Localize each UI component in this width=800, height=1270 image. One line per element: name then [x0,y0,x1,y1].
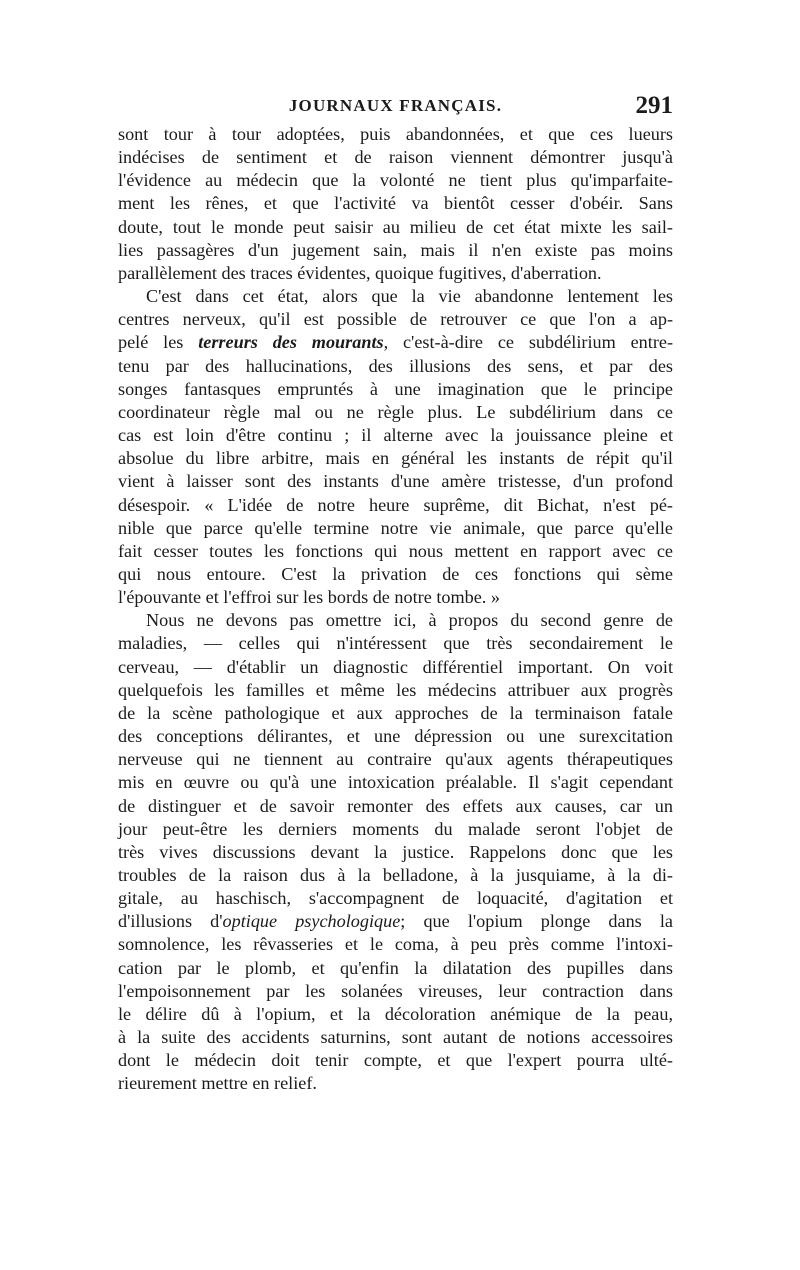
text-segment: l'évidence au médecin que la volonté ne tient plus qu'imparfaite- [118,170,673,191]
text-segment: tenu par des hallucinations, des illusions des sens, et par des [118,355,673,376]
text-segment: somnolence, les rêvasseries et le coma, à peu près comme l'intoxi- [118,934,673,955]
text-line [118,725,673,748]
text-segment: très vives discussions devant la justice. Rappelons donc que les [118,841,673,862]
body-text [118,123,673,1096]
text-line [118,424,673,447]
text-line [118,771,673,794]
text-segment: l'épouvante et l'effroi sur les bords de notre tombe. » [118,587,500,608]
text-line [118,980,673,1003]
text-segment: troubles de la raison dus à la belladone, à la jusquiame, à la di- [118,865,673,885]
text-segment: centres nerveux, qu'il est possible de retrouver ce que l'on a ap- [118,309,673,330]
text-line [118,216,673,239]
text-line [118,887,673,910]
text-segment: de la scène pathologique et aux approches de la terminaison fatale [118,702,673,723]
text-segment: cation par le plomb, et qu'enfin la dilatation des pupilles dans [118,957,673,978]
text-line [118,146,673,169]
text-line [118,494,673,517]
text-line [118,262,673,285]
text-segment: lies passagères d'un jugement sain, mais il n'en existe pas moins [118,239,673,260]
text-line [118,748,673,771]
text-line [118,702,673,725]
text-segment: désespoir. « L'idée de notre heure suprême, dit Bichat, n'est pé- [118,494,673,515]
text-segment: Nous ne devons pas omettre ici, à propos du second genre de [146,610,673,631]
text-line [118,192,673,215]
text-segment: nible que parce qu'elle termine notre vie animale, que parce qu'elle [118,517,673,538]
text-line [118,285,673,308]
text-segment: ; que l'opium plonge dans la [400,911,674,932]
text-segment: indécises de sentiment et de raison viennent démontrer jusqu'à [118,147,673,168]
text-line [118,957,673,980]
running-head [118,92,673,124]
paragraph [118,123,673,285]
text-segment: vient à laisser sont des instants d'une amère tristesse, d'un profond [118,471,673,492]
text-segment: absolue du libre arbitre, mais en général les instants de répit qu'il [118,448,673,469]
running-title: JOURNAUX FRANÇAIS. [288,96,503,115]
emphasized-text: terreurs des mourants [198,332,384,353]
text-line [118,1072,673,1095]
text-segment: jour peut-être les derniers moments du malade seront l'objet de [118,818,673,839]
text-segment: rieurement mettre en relief. [118,1073,317,1094]
text-segment: doute, tout le monde peut saisir au milieu de cet état mixte les sail- [118,216,673,237]
text-segment: maladies, — celles qui n'intéressent que très secondairement le [118,633,673,654]
text-line [118,910,673,933]
text-segment: le délire dû à l'opium, et la décoloration anémique de la peau, [118,1003,673,1024]
text-line [118,470,673,493]
text-segment: , c'est-à-dire ce subdélirium entre- [383,332,673,353]
text-line [118,355,673,378]
text-segment: quelquefois les familles et même les médecins attribuer aux progrès [118,679,673,700]
paragraph [118,609,673,1095]
text-line [118,540,673,563]
text-line [118,864,673,887]
text-segment: gitale, au haschisch, s'accompagnent de loquacité, d'agitation et [118,888,673,909]
text-segment: sont tour à tour adoptées, puis abandonnées, et que ces lueurs [118,124,673,144]
text-line [118,656,673,679]
text-line [118,609,673,632]
text-segment: nerveuse qui ne tiennent au contraire qu'aux agents thérapeutiques [118,749,673,770]
text-line [118,563,673,586]
text-line [118,818,673,841]
text-segment: fait cesser toutes les fonctions qui nous mettent en rapport avec ce [118,540,673,561]
text-segment: qui nous entoure. C'est la privation de ces fonctions qui sème [118,563,673,584]
text-line [118,517,673,540]
text-line [118,169,673,192]
text-segment: cerveau, — d'établir un diagnostic différentiel important. On voit [118,656,673,677]
text-line [118,308,673,331]
text-line [118,1003,673,1026]
text-segment: pelé les [118,332,199,353]
text-line [118,933,673,956]
text-segment: cas est loin d'être continu ; il alterne avec la jouissance pleine et [118,425,673,446]
text-line [118,841,673,864]
text-segment: de distinguer et de savoir remonter des effets aux causes, car un [118,795,673,816]
text-segment: parallèlement des traces évidentes, quoique fugitives, d'aberration. [118,262,602,283]
text-line [118,586,673,609]
text-segment: à la suite des accidents saturnins, sont autant de notions accessoires [118,1027,673,1048]
paragraph [118,285,673,609]
text-line [118,401,673,424]
text-line [118,123,673,146]
page-number: 291 [635,92,673,119]
text-segment: ment les rênes, et que l'activité va bientôt cesser d'obéir. Sans [118,193,673,214]
text-segment: C'est dans cet état, alors que la vie abandonne lentement les [146,286,673,307]
text-line [118,447,673,470]
emphasized-text: optique psychologique [222,911,401,932]
text-line [118,795,673,818]
text-segment: songes fantasques empruntés à une imagination que le principe [118,378,673,399]
text-line [118,239,673,262]
text-segment: l'empoisonnement par les solanées vireuses, leur contraction dans [118,980,673,1001]
text-line [118,632,673,655]
text-line [118,679,673,702]
text-segment: d'illusions d' [118,911,223,932]
text-line [118,331,673,354]
text-segment: dont le médecin doit tenir compte, et que l'expert pourra ulté- [118,1050,673,1071]
text-segment: mis en œuvre ou qu'à une intoxication préalable. Il s'agit cependant [118,772,673,793]
text-segment: des conceptions délirantes, et une dépression ou une surexcitation [118,726,673,747]
text-line [118,1049,673,1072]
text-line [118,1026,673,1049]
text-segment: coordinateur règle mal ou ne règle plus. Le subdélirium dans ce [118,401,673,422]
text-line [118,378,673,401]
